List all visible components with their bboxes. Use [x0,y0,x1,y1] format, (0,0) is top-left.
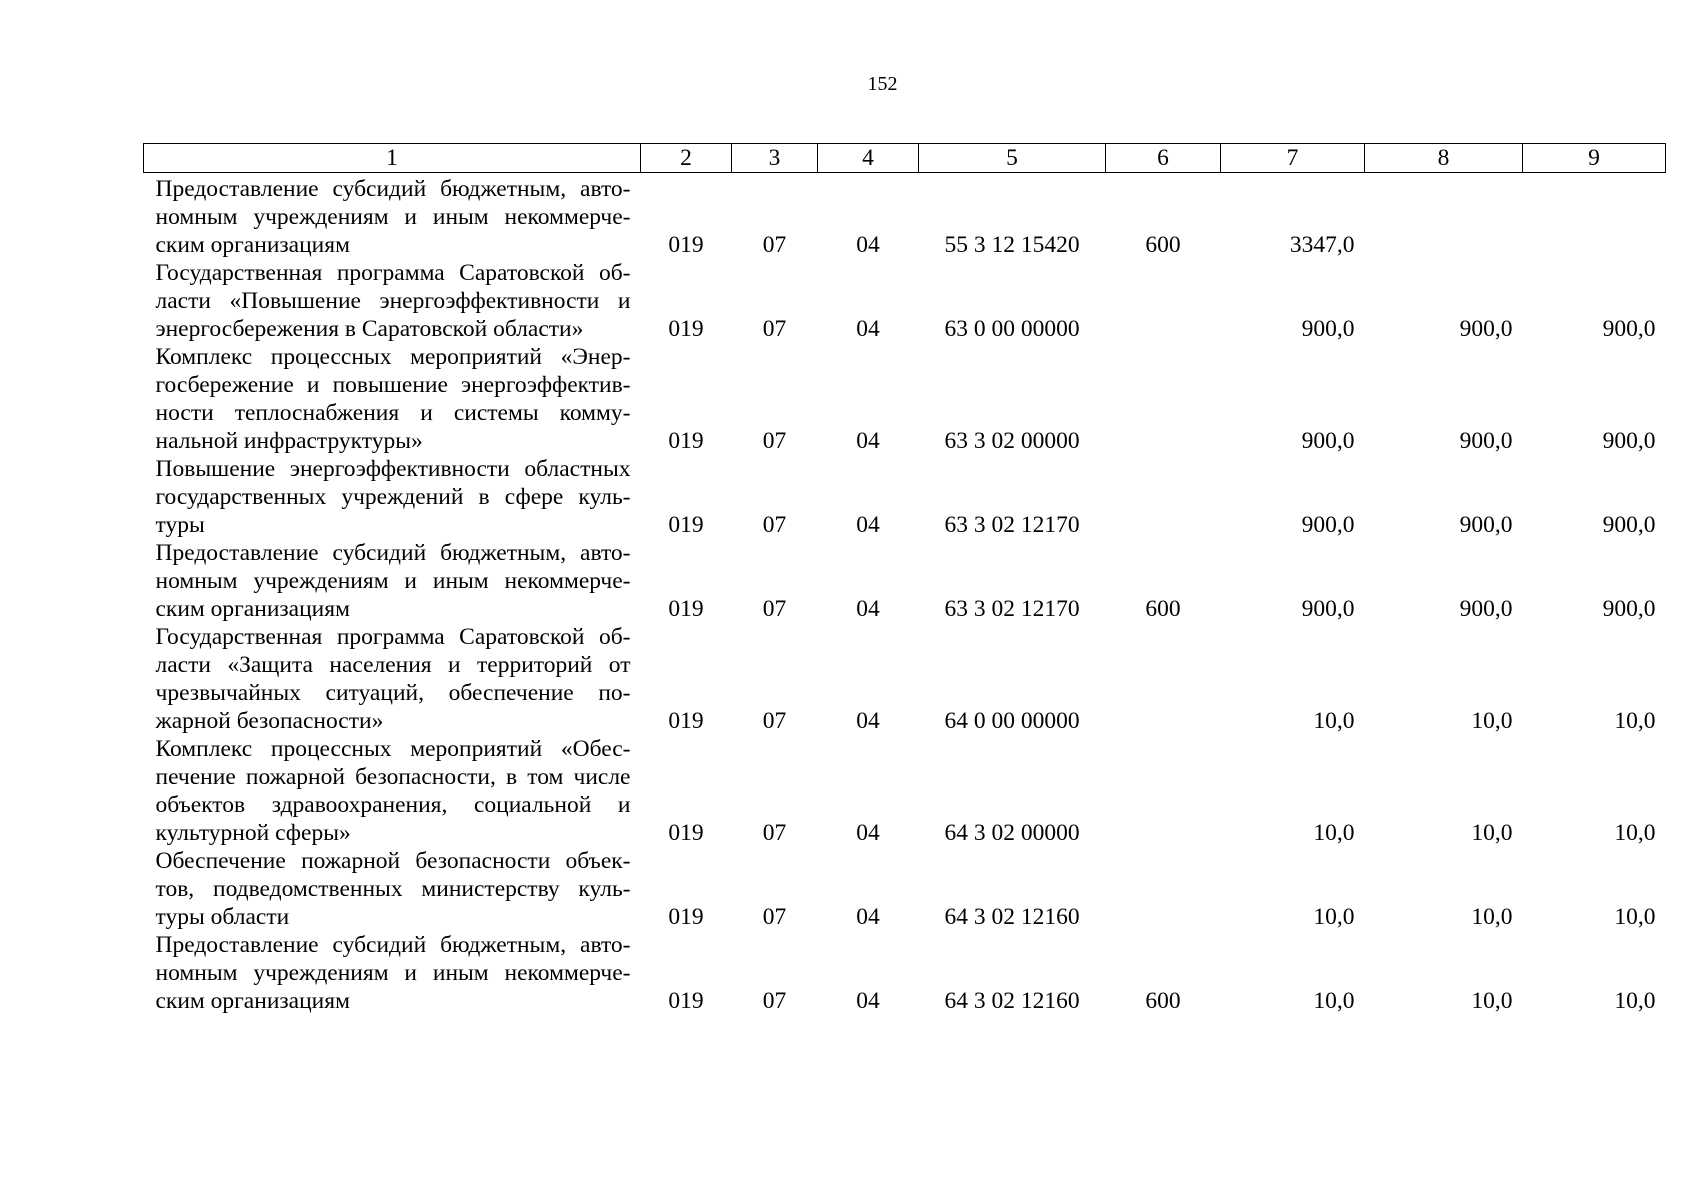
table-row [144,735,1666,847]
cell-c9: 900,0 [1602,596,1656,622]
cell-c8: 10,0 [1471,708,1513,734]
cell-c7: 10,0 [1313,820,1355,846]
cell-c2: 019 [668,596,704,622]
cell-c2: 019 [668,820,704,846]
cell-c3: 07 [762,596,787,622]
cell-c5: 64 0 00 00000 [944,708,1080,734]
cell-c5: 64 3 02 12160 [944,904,1080,930]
row-description: Обеспечение пожарной безопасности объек-тов, подведомственных министерству куль-туры области [155,848,631,930]
row-description: Государственная программа Саратовской об-ласти «Повышение энергоэффективности и энергосбережения в Саратовской области» [155,260,631,342]
cell-c7: 3347,0 [1289,232,1355,258]
cell-c2: 019 [668,988,704,1014]
cell-c5: 63 3 02 00000 [944,428,1080,454]
column-header: 8 [1365,144,1523,173]
cell-c7: 10,0 [1313,708,1355,734]
cell-c9: 10,0 [1614,988,1656,1014]
column-header: 6 [1106,144,1221,173]
cell-c5: 63 3 02 12170 [944,512,1080,538]
row-description: Предоставление субсидий бюджетным, авто-номным учреждениям и иным некоммерче-ским организациям [155,932,631,1014]
cell-c5: 55 3 12 15420 [944,232,1080,258]
cell-c7: 10,0 [1313,988,1355,1014]
cell-c9: 900,0 [1602,316,1656,342]
cell-c2: 019 [668,708,704,734]
row-description: Государственная программа Саратовской об-ласти «Защита населения и территорий от чрезвычайных ситуаций, обеспечение по-жарной безопасности» [155,624,631,734]
cell-c5: 64 3 02 00000 [944,820,1080,846]
cell-c7: 900,0 [1301,316,1355,342]
budget-table [143,143,1666,1015]
cell-c7: 10,0 [1313,904,1355,930]
cell-c8: 900,0 [1459,596,1513,622]
cell-c2: 019 [668,512,704,538]
table-row [144,847,1666,931]
page-number: 152 [867,73,898,95]
column-header: 5 [919,144,1106,173]
table-row [144,343,1666,455]
column-header: 7 [1221,144,1365,173]
cell-c8: 10,0 [1471,820,1513,846]
row-description: Предоставление субсидий бюджетным, авто-номным учреждениям и иным некоммерче-ским организациям [155,176,631,258]
cell-c3: 07 [762,428,787,454]
cell-c7: 900,0 [1301,428,1355,454]
cell-c4: 04 [856,232,880,258]
cell-c8 [1365,173,1523,260]
row-description: Комплекс процессных мероприятий «Энер-госбережение и повышение энергоэффектив-ности теплоснабжения и системы комму-нальной инфраструктуры» [155,344,631,454]
column-header: 9 [1523,144,1666,173]
cell-c6 [1106,455,1221,539]
column-header: 3 [732,144,818,173]
row-description: Комплекс процессных мероприятий «Обес-печение пожарной безопасности, в том числе объектов здравоохранения, социальной и культурной сферы» [155,736,631,846]
table-row [144,455,1666,539]
cell-c9 [1523,173,1666,260]
cell-c6 [1106,847,1221,931]
cell-c6 [1106,735,1221,847]
cell-c8: 900,0 [1459,316,1513,342]
cell-c6 [1106,259,1221,343]
column-header: 4 [818,144,919,173]
cell-c9: 900,0 [1602,512,1656,538]
cell-c4: 04 [856,708,880,734]
cell-c8: 10,0 [1471,988,1513,1014]
table-row [144,259,1666,343]
cell-c9: 10,0 [1614,708,1656,734]
table-row [144,623,1666,735]
cell-c2: 019 [668,316,704,342]
cell-c9: 900,0 [1602,428,1656,454]
cell-c9: 10,0 [1614,904,1656,930]
column-header: 1 [144,144,641,173]
table-row [144,173,1666,260]
cell-c4: 04 [856,988,880,1014]
row-description: Предоставление субсидий бюджетным, авто-номным учреждениям и иным некоммерче-ским организациям [155,540,631,622]
cell-c8: 900,0 [1459,428,1513,454]
cell-c6: 600 [1145,596,1181,622]
cell-c4: 04 [856,316,880,342]
cell-c6 [1106,343,1221,455]
cell-c6 [1106,623,1221,735]
cell-c4: 04 [856,428,880,454]
cell-c2: 019 [668,428,704,454]
table-header-row [144,144,1666,173]
cell-c4: 04 [856,596,880,622]
cell-c3: 07 [762,512,787,538]
cell-c3: 07 [762,904,787,930]
cell-c6: 600 [1145,232,1181,258]
cell-c3: 07 [762,316,787,342]
cell-c5: 64 3 02 12160 [944,988,1080,1014]
cell-c4: 04 [856,512,880,538]
cell-c2: 019 [668,232,704,258]
cell-c3: 07 [762,820,787,846]
cell-c8: 10,0 [1471,904,1513,930]
cell-c7: 900,0 [1301,512,1355,538]
cell-c2: 019 [668,904,704,930]
cell-c3: 07 [762,232,787,258]
cell-c5: 63 0 00 00000 [944,316,1080,342]
cell-c9: 10,0 [1614,820,1656,846]
column-header: 2 [641,144,732,173]
cell-c6: 600 [1145,988,1181,1014]
cell-c4: 04 [856,820,880,846]
cell-c5: 63 3 02 12170 [944,596,1080,622]
cell-c4: 04 [856,904,880,930]
table-row [144,539,1666,623]
cell-c7: 900,0 [1301,596,1355,622]
cell-c3: 07 [762,708,787,734]
table-row [144,931,1666,1015]
row-description: Повышение энергоэффективности областных государственных учреждений в сфере куль-туры [155,456,631,538]
cell-c3: 07 [762,988,787,1014]
cell-c8: 900,0 [1459,512,1513,538]
